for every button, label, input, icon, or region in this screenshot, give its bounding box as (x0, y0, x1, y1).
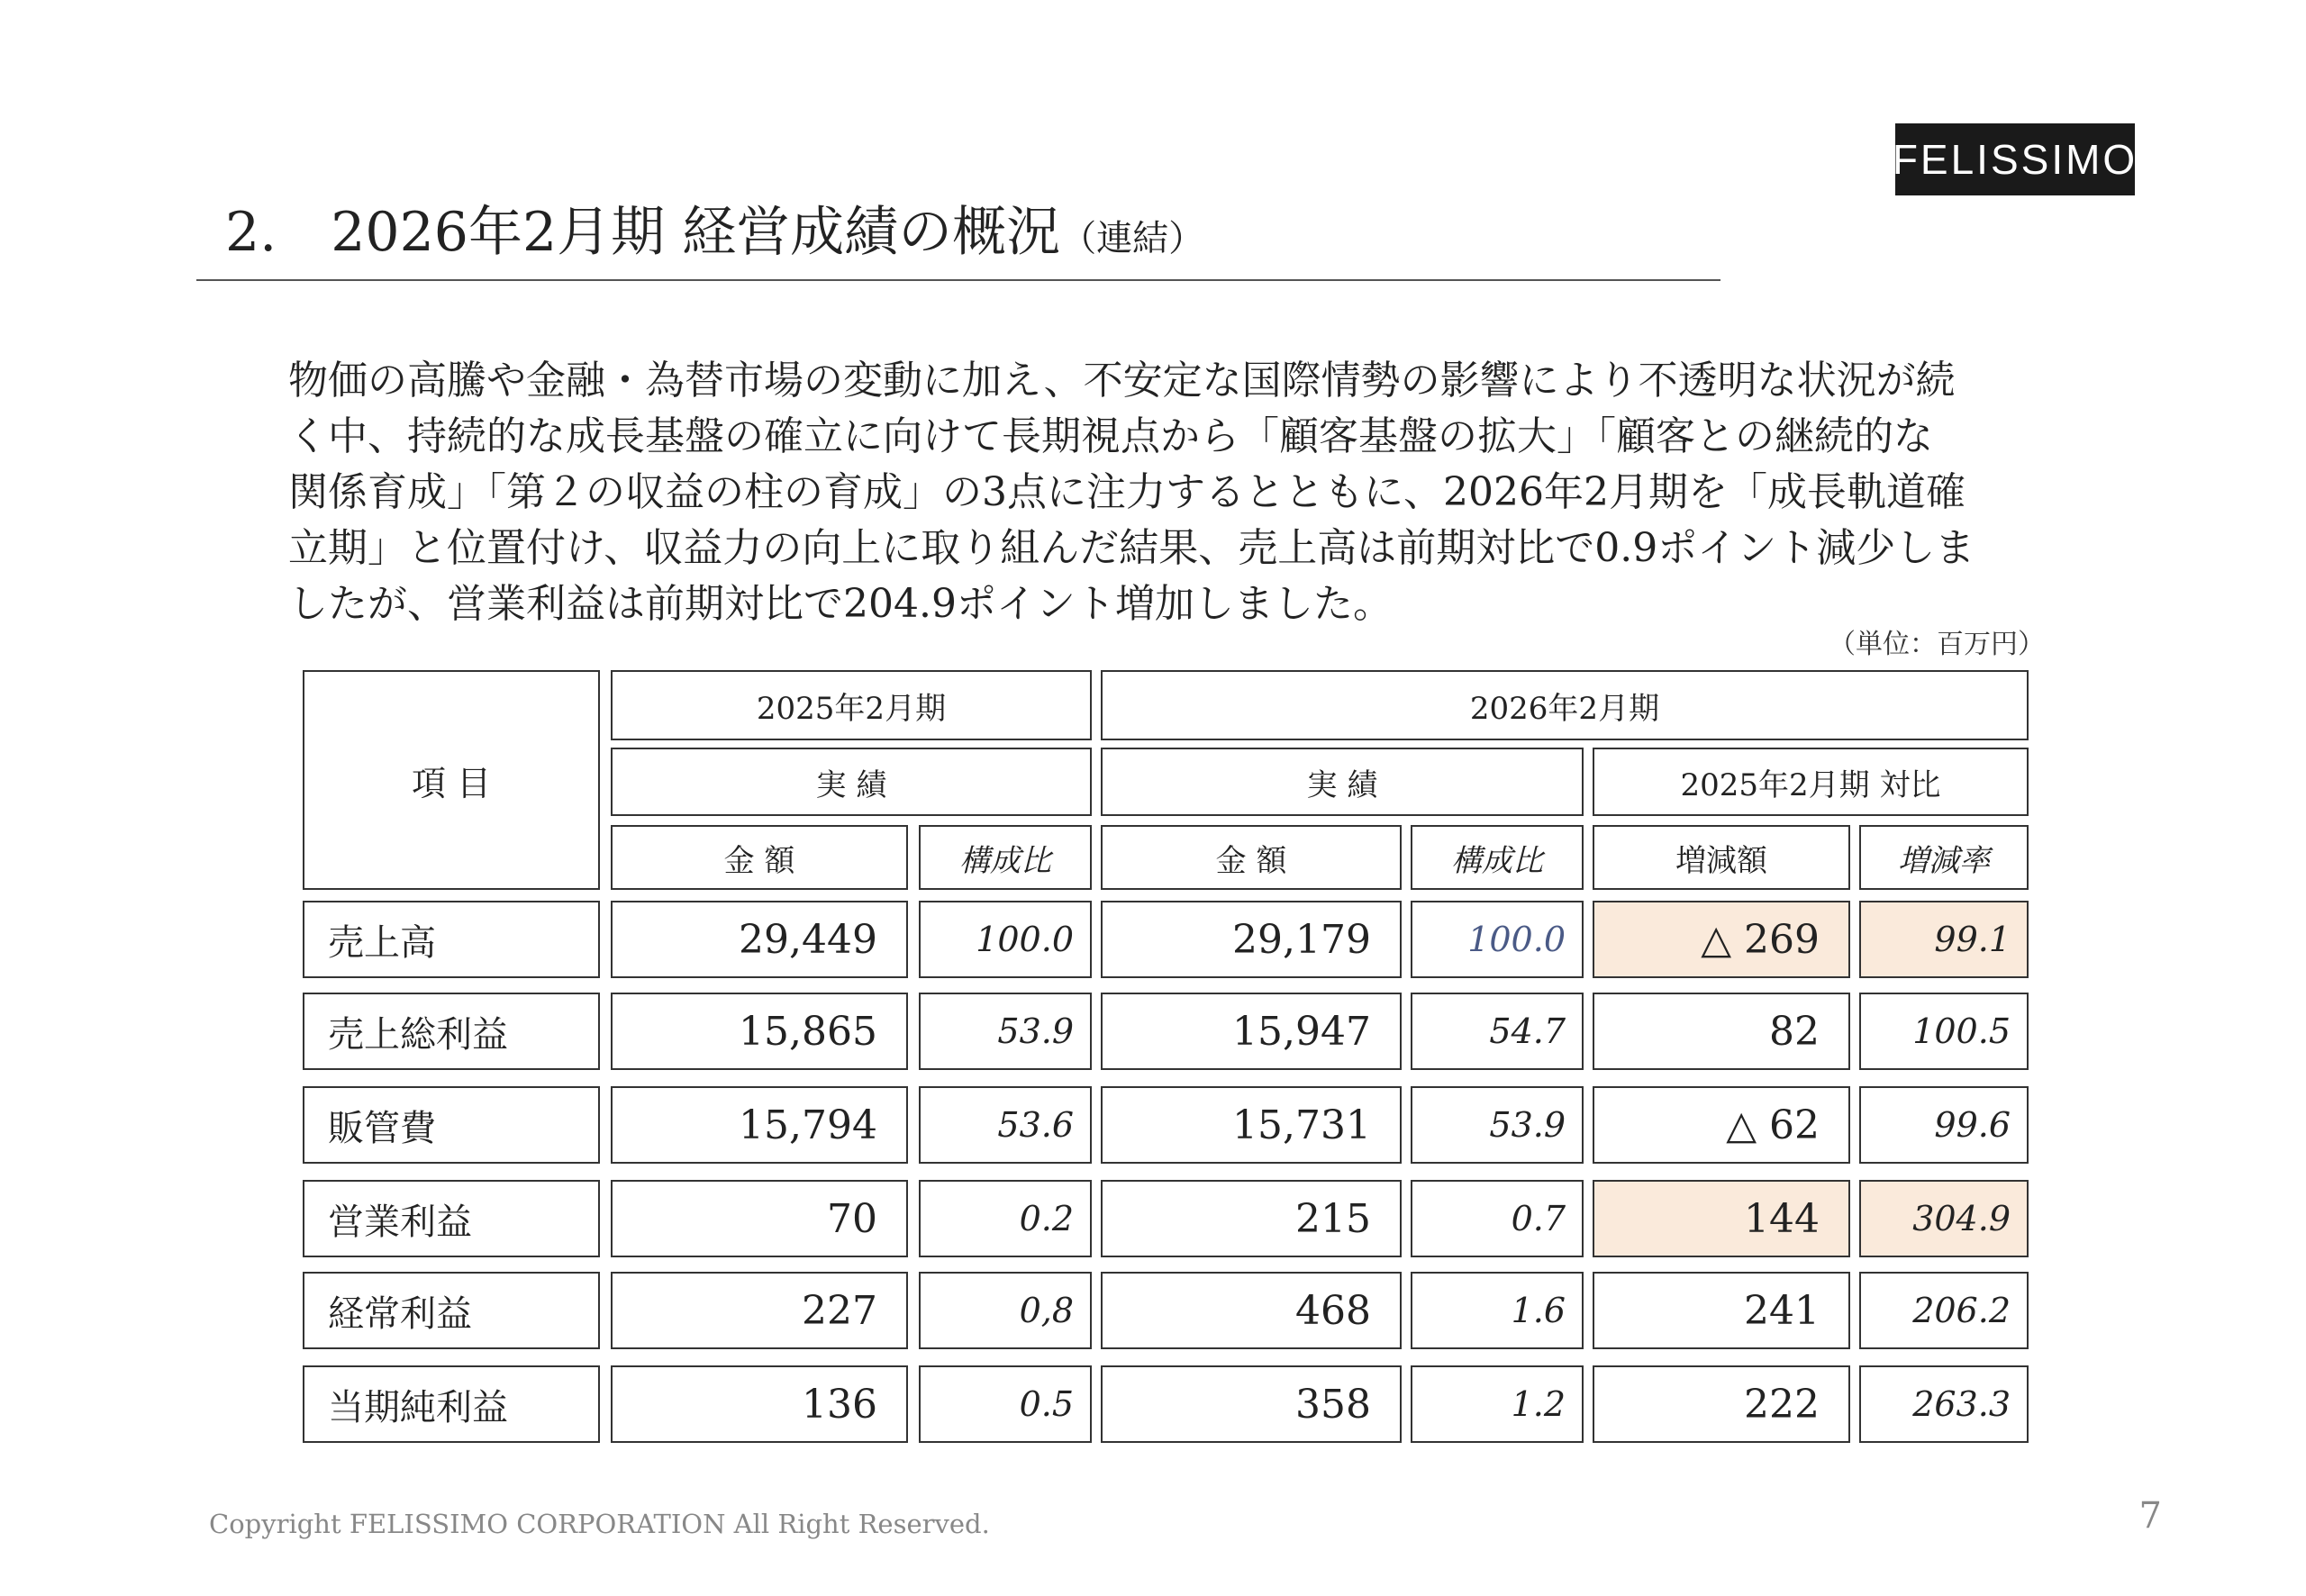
fy2025-header: 2025年2月期 (611, 670, 1092, 740)
row-label: 営業利益 (303, 1180, 600, 1257)
fy2025-amount: 227 (611, 1272, 908, 1349)
fy2025-ratio: 53.9 (919, 993, 1092, 1070)
fy2026-amount: 15,947 (1101, 993, 1402, 1070)
change-amount: 82 (1593, 993, 1850, 1070)
title-divider (196, 279, 1720, 281)
row-label: 当期純利益 (303, 1365, 600, 1443)
change-rate: 99.1 (1859, 901, 2029, 978)
fy2025-ratio: 53.6 (919, 1086, 1092, 1164)
paragraph-line: 関係育成」「第２の収益の柱の育成」の3点に注力するとともに、2026年2月期を「成長軌道確 (288, 469, 1966, 515)
fy2025-ratio: 0.5 (919, 1365, 1092, 1443)
unit-note: （単位：百万円） (1829, 629, 2045, 660)
title-main: 2. 2026年2月期 経営成績の概況 (225, 201, 1061, 264)
fy2025-amount: 70 (611, 1180, 908, 1257)
change-amount: 222 (1593, 1365, 1850, 1443)
change-rate: 99.6 (1859, 1086, 2029, 1164)
title-sub: （連結） (1060, 218, 1205, 259)
page-number: 7 (2138, 1495, 2162, 1537)
fy2026-actual-header: 実 績 (1101, 748, 1584, 816)
row-label: 経常利益 (303, 1272, 600, 1349)
change-rate: 263.3 (1859, 1365, 2029, 1443)
change-rate-header: 増減率 (1859, 825, 2029, 890)
fy2026-ratio: 100.0 (1411, 901, 1584, 978)
fy2026-ratio: 1.6 (1411, 1272, 1584, 1349)
item-header: 項 目 (303, 670, 600, 890)
fy2025-amount: 15,865 (611, 993, 908, 1070)
fy2025-ratio: 0,8 (919, 1272, 1092, 1349)
fy2026-ratio: 54.7 (1411, 993, 1584, 1070)
felissimo-logo: FELISSIMO (1895, 123, 2135, 195)
fy2025-ratio-header: 構成比 (919, 825, 1092, 890)
row-label: 売上高 (303, 901, 600, 978)
fy2025-amount-header: 金 額 (611, 825, 908, 890)
page-title (225, 196, 1204, 275)
change-amount-header: 増減額 (1593, 825, 1850, 890)
row-label: 売上総利益 (303, 993, 600, 1070)
row-label: 販管費 (303, 1086, 600, 1164)
change-amount: 241 (1593, 1272, 1850, 1349)
fy2026-amount: 358 (1101, 1365, 1402, 1443)
change-rate: 100.5 (1859, 993, 2029, 1070)
summary-paragraph (288, 353, 2054, 632)
paragraph-line: 立期」と位置付け、収益力の向上に取り組んだ結果、売上高は前期対比で0.9ポイント減少しま (288, 525, 1975, 571)
fy2026-amount: 468 (1101, 1272, 1402, 1349)
change-amount: △ 62 (1593, 1086, 1850, 1164)
fy2026-amount-header: 金 額 (1101, 825, 1402, 890)
fy2026-amount: 29,179 (1101, 901, 1402, 978)
fy2026-amount: 15,731 (1101, 1086, 1402, 1164)
fy2025-amount: 29,449 (611, 901, 908, 978)
change-rate: 206.2 (1859, 1272, 2029, 1349)
paragraph-line: したが、営業利益は前期対比で204.9ポイント増加しました。 (288, 581, 1393, 627)
fy2026-ratio-header: 構成比 (1411, 825, 1584, 890)
fy2026-ratio: 0.7 (1411, 1180, 1584, 1257)
comparison-header: 2025年2月期 対比 (1593, 748, 2029, 816)
fy2025-amount: 15,794 (611, 1086, 908, 1164)
paragraph-line: 物価の高騰や金融・為替市場の変動に加え、不安定な国際情勢の影響により不透明な状況が続 (288, 358, 1956, 404)
fy2026-header: 2026年2月期 (1101, 670, 2029, 740)
copyright-footer: Copyright FELISSIMO CORPORATION All Right Reserved. (209, 1509, 990, 1539)
fy2025-actual-header: 実 績 (611, 748, 1092, 816)
fy2025-ratio: 0.2 (919, 1180, 1092, 1257)
fy2025-amount: 136 (611, 1365, 908, 1443)
change-rate: 304.9 (1859, 1180, 2029, 1257)
change-amount: △ 269 (1593, 901, 1850, 978)
fy2025-ratio: 100.0 (919, 901, 1092, 978)
paragraph-line: く中、持続的な成長基盤の確立に向けて長期視点から「顧客基盤の拡大」「顧客との継続的な (288, 413, 1933, 459)
fy2026-ratio: 1.2 (1411, 1365, 1584, 1443)
fy2026-amount: 215 (1101, 1180, 1402, 1257)
change-amount: 144 (1593, 1180, 1850, 1257)
fy2026-ratio: 53.9 (1411, 1086, 1584, 1164)
